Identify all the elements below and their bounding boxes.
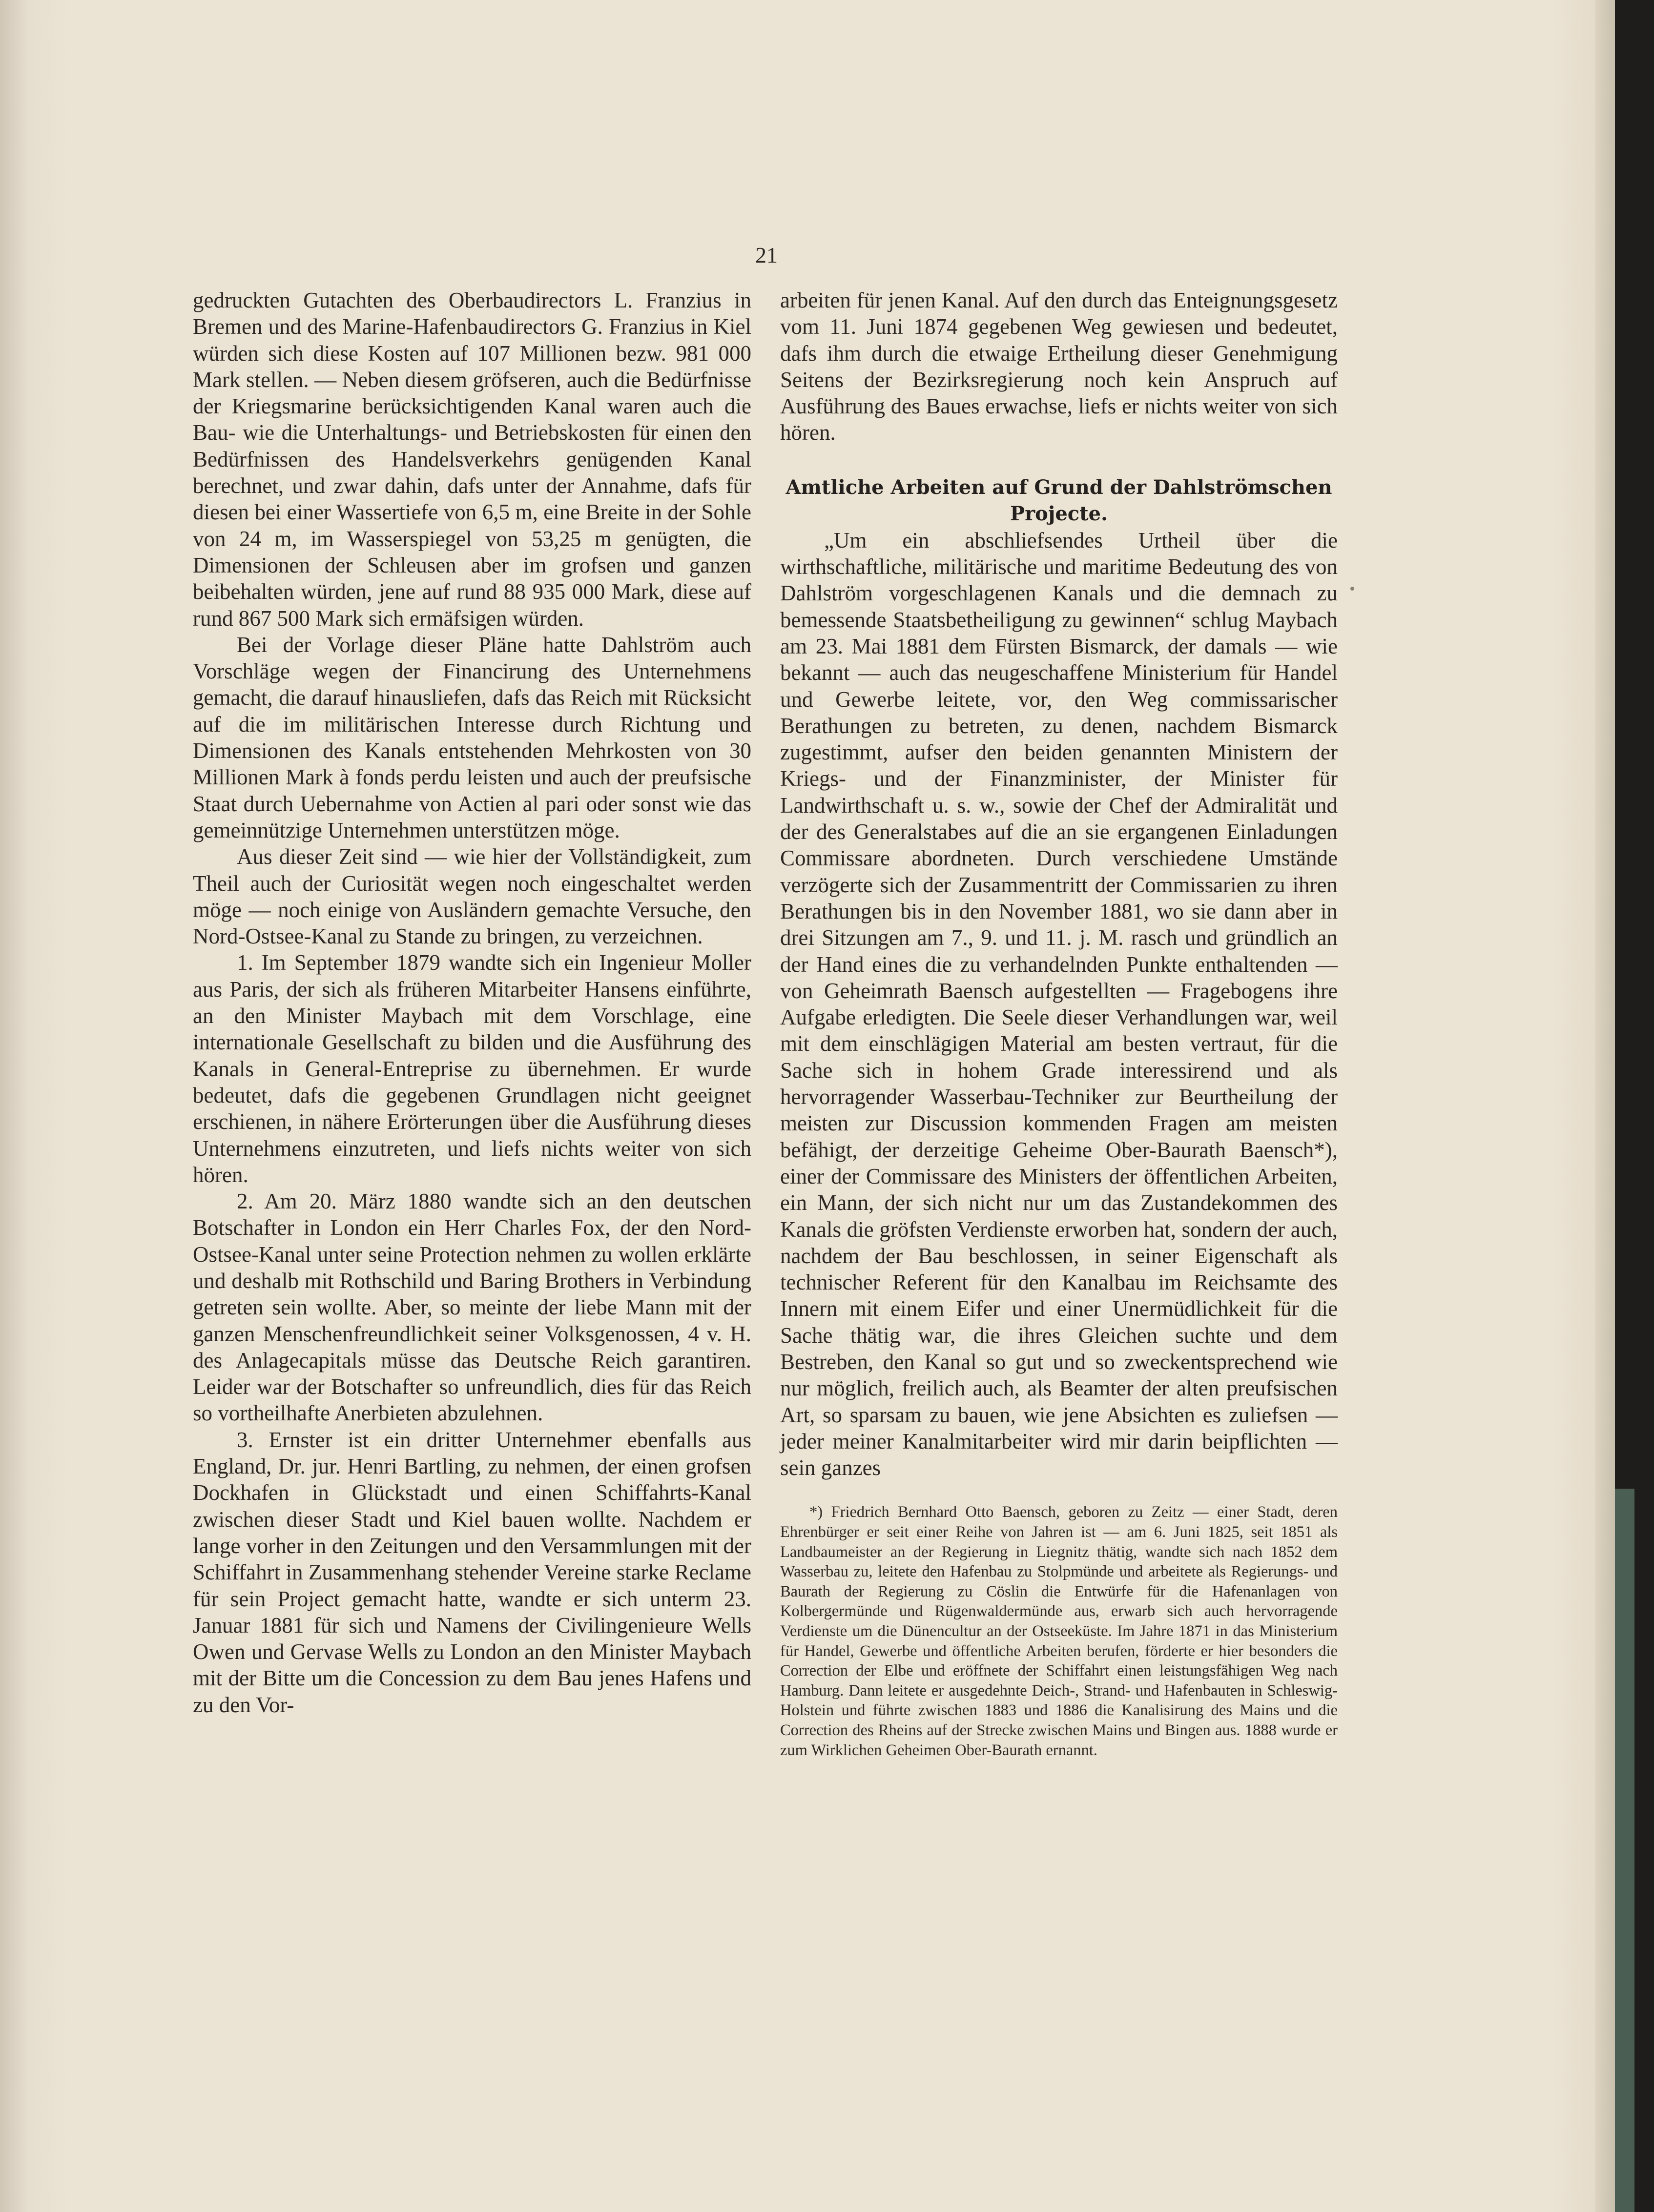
paragraph: 3. Ernster ist ein dritter Unternehmer ebenfalls aus England, Dr. jur. Henri Bartling, zu nehmen, der einen grofsen Dockhafen in Glückstadt und einen Schiffahrts-Kanal zwischen dieser Stadt und Kiel bauen wollte. Nachdem er lange vorher in den Zeitungen und den Versammlungen mit der Schiffahrt in Zusammenhang stehender Vereine starke Reclame für sein Project gemacht hatte, wandte er sich unterm 23. Januar 1881 für sich und Namens der Civilingenieure Wells Owen und Gervase Wells zu London an den Minister Maybach mit der Bitte um die Concession zu dem Bau jenes Hafens und zu den Vor- [193, 1427, 751, 1717]
book-cover-edge [1615, 1489, 1634, 2212]
paper-speck [1350, 587, 1354, 591]
paragraph: Bei der Vorlage dieser Pläne hatte Dahlström auch Vorschläge wegen der Financirung des Unternehmens gemacht, die darauf hinausliefen, dafs das Reich mit Rücksicht auf die im militärischen Interesse durch Richtung und Dimensionen des Kanals entstehenden Mehrkosten von 30 Millionen Mark à fonds perdu leisten und auch der preufsische Staat durch Uebernahme von Actien al pari oder sonst wie das gemeinnützige Unternehmen unterstützen möge. [193, 632, 751, 842]
page-edge [1595, 0, 1615, 2212]
right-column [780, 287, 1338, 1760]
section-heading: Amtliche Arbeiten auf Grund der Dahlströmschen Projecte. [786, 475, 1332, 525]
footnote: *) Friedrich Bernhard Otto Baensch, geboren zu Zeitz — einer Stadt, deren Ehrenbürger er seit einer Reihe von Jahren ist — am 6. Juni 1825, seit 1851 als Landbaumeister an der Regierung in Liegnitz thätig, wandte sich nach 1852 dem Wasserbau zu, leitete den Hafenbau zu Stolpmünde und arbeitete als Regierungs- und Baurath der Regierung zu Cöslin die Entwürfe für die Hafenanlagen von Kolbergermünde und Rügenwaldermünde aus, erwarb sich auch hervorragende Verdienste um die Dünencultur an der Ostseeküste. Im Jahre 1871 in das Ministerium für Handel, Gewerbe und öffentliche Arbeiten berufen, förderte er hier besonders die Correction der Elbe und eröffnete der Schiffahrt einen leistungsfähigen Weg nach Hamburg. Dann leitete er ausgedehnte Deich-, Strand- und Hafenbauten in Schleswig-Holstein und führte zwischen 1883 und 1886 die Kanalisirung des Mains und die Correction des Rheins auf der Strecke zwischen Mains und Bingen aus. 1888 wurde er zum Wirklichen Geheimen Ober-Baurath ernannt. [780, 1503, 1338, 1759]
paragraph: 2. Am 20. März 1880 wandte sich an den deutschen Botschafter in London ein Herr Charles Fox, der den Nord-Ostsee-Kanal unter seine Protection nehmen zu wollen erklärte und deshalb mit Rothschild und Baring Brothers in Verbindung getreten sein wollte. Aber, so meinte der liebe Mann mit der ganzen Menschenfreundlichkeit seiner Volksgenossen, 4 v. H. des Anlagecapitals müsse das Deutsche Reich garantiren. Leider war der Botschafter so unfreundlich, dies für das Reich so vortheilhafte Anerbieten abzulehnen. [193, 1189, 751, 1426]
paragraph: 1. Im September 1879 wandte sich ein Ingenieur Moller aus Paris, der sich als früheren Mitarbeiter Hansens einführte, an den Minister Maybach mit dem Vorschlage, eine internationale Gesellschaft zu bilden und die Ausführung des Kanals in General-Entreprise zu übernehmen. Er wurde bedeutet, dafs die gegebenen Grundlagen nicht geeignet erschienen, in nähere Erörterungen über die Ausführung dieses Unternehmens einzutreten, und liefs nichts weiter von sich hören. [193, 950, 751, 1187]
paragraph: Aus dieser Zeit sind — wie hier der Vollständigkeit, zum Theil auch der Curiosität wegen noch eingeschaltet werden möge — noch einige von Ausländern gemachte Versuche, den Nord-Ostsee-Kanal zu Stande zu bringen, zu verzeichnen. [193, 844, 751, 949]
paragraph: arbeiten für jenen Kanal. Auf den durch das Enteignungsgesetz vom 11. Juni 1874 gegebenen Weg gewiesen und bedeutet, dafs ihm durch die etwaige Ertheilung dieser Genehmigung Seitens der Bezirksregierung noch kein Anspruch auf Ausführung des Baues erwachse, liefs er nichts weiter von sich hören. [780, 288, 1338, 445]
paragraph: gedruckten Gutachten des Oberbaudirectors L. Franzius in Bremen und des Marine-Hafenbaudirectors G. Franzius in Kiel würden sich diese Kosten auf 107 Millionen bezw. 981 000 Mark stellen. — Neben diesem gröfseren, auch die Bedürfnisse der Kriegsmarine berücksichtigenden Kanal waren auch die Bau- wie die Unterhaltungs- und Betriebskosten für einen den Bedürfnissen des Handelsverkehrs genügenden Kanal berechnet, und zwar dahin, dafs unter der Annahme, dafs für diesen bei einer Wassertiefe von 6,5 m, eine Breite in der Sohle von 24 m, im Wasserspiegel von 53,25 m genügten, die Dimensionen der Schleusen aber im grofsen und ganzen beibehalten würden, jene auf rund 88 935 000 Mark, diese auf rund 867 500 Mark sich ermäfsigen würden. [193, 288, 751, 631]
page-number: 21 [755, 243, 778, 267]
paragraph: „Um ein abschliefsendes Urtheil über die wirthschaftliche, militärische und maritime Bedeutung des von Dahlström vorgeschlagenen Kanals und die demnach zu bemessende Staatsbetheiligung zu gewinnen“ schlug Maybach am 23. Mai 1881 dem Fürsten Bismarck, der damals — wie bekannt — auch das neugeschaffene Ministerium für Handel und Gewerbe leitete, vor, den Weg commissarischer Berathungen zu betreten, zu denen, nachdem Bismarck zugestimmt, aufser den beiden genannten Ministern der Kriegs- und der Finanzminister, der Minister für Landwirthschaft u. s. w., sowie der Chef der Admiralität und der des Generalstabes auf die an sie ergangenen Einladungen Commissare abordneten. Durch verschiedene Umstände verzögerte sich der Zusammentritt der Commissarien zu ihren Berathungen bis in den November 1881, wo sie dann aber in drei Sitzungen am 7., 9. und 11. j. M. rasch und gründlich an der Hand eines die zu verhandelnden Punkte enthaltenden — von Geheimrath Baensch aufgestellten — Fragebogens ihre Aufgabe erledigten. Die Seele dieser Verhandlungen war, weil mit dem einschlägigen Material am besten vertraut, für die Sache sich in hohem Grade interessirend und als hervorragender Wasserbau-Techniker zur Beurtheilung der meisten zur Discussion kommenden Fragen am meisten befähigt, der derzeitige Geheime Ober-Baurath Baensch*), einer der Commissare des Ministers der öffentlichen Arbeiten, ein Mann, der sich nicht nur um das Zustandekommen des Kanals die gröfsten Verdienste erworben hat, sondern der auch, nachdem der Bau beschlossen, in seiner Eigenschaft als technischer Referent für den Kanalbau im Reichsamte des Innern mit einem Eifer und einer Unermüdlichkeit für die Sache thätig war, die ihres Gleichen suchte und dem Bestreben, den Kanal so gut und so zweckentsprechend wie nur möglich, freilich auch, als Beamter der alten preufsischen Art, so sparsam zu bauen, wie jene Absichten es zuliefsen — jeder meiner Kanalmitarbeiter wird mir darin beipflichten — sein ganzes [780, 528, 1338, 1480]
left-column [193, 287, 751, 1718]
